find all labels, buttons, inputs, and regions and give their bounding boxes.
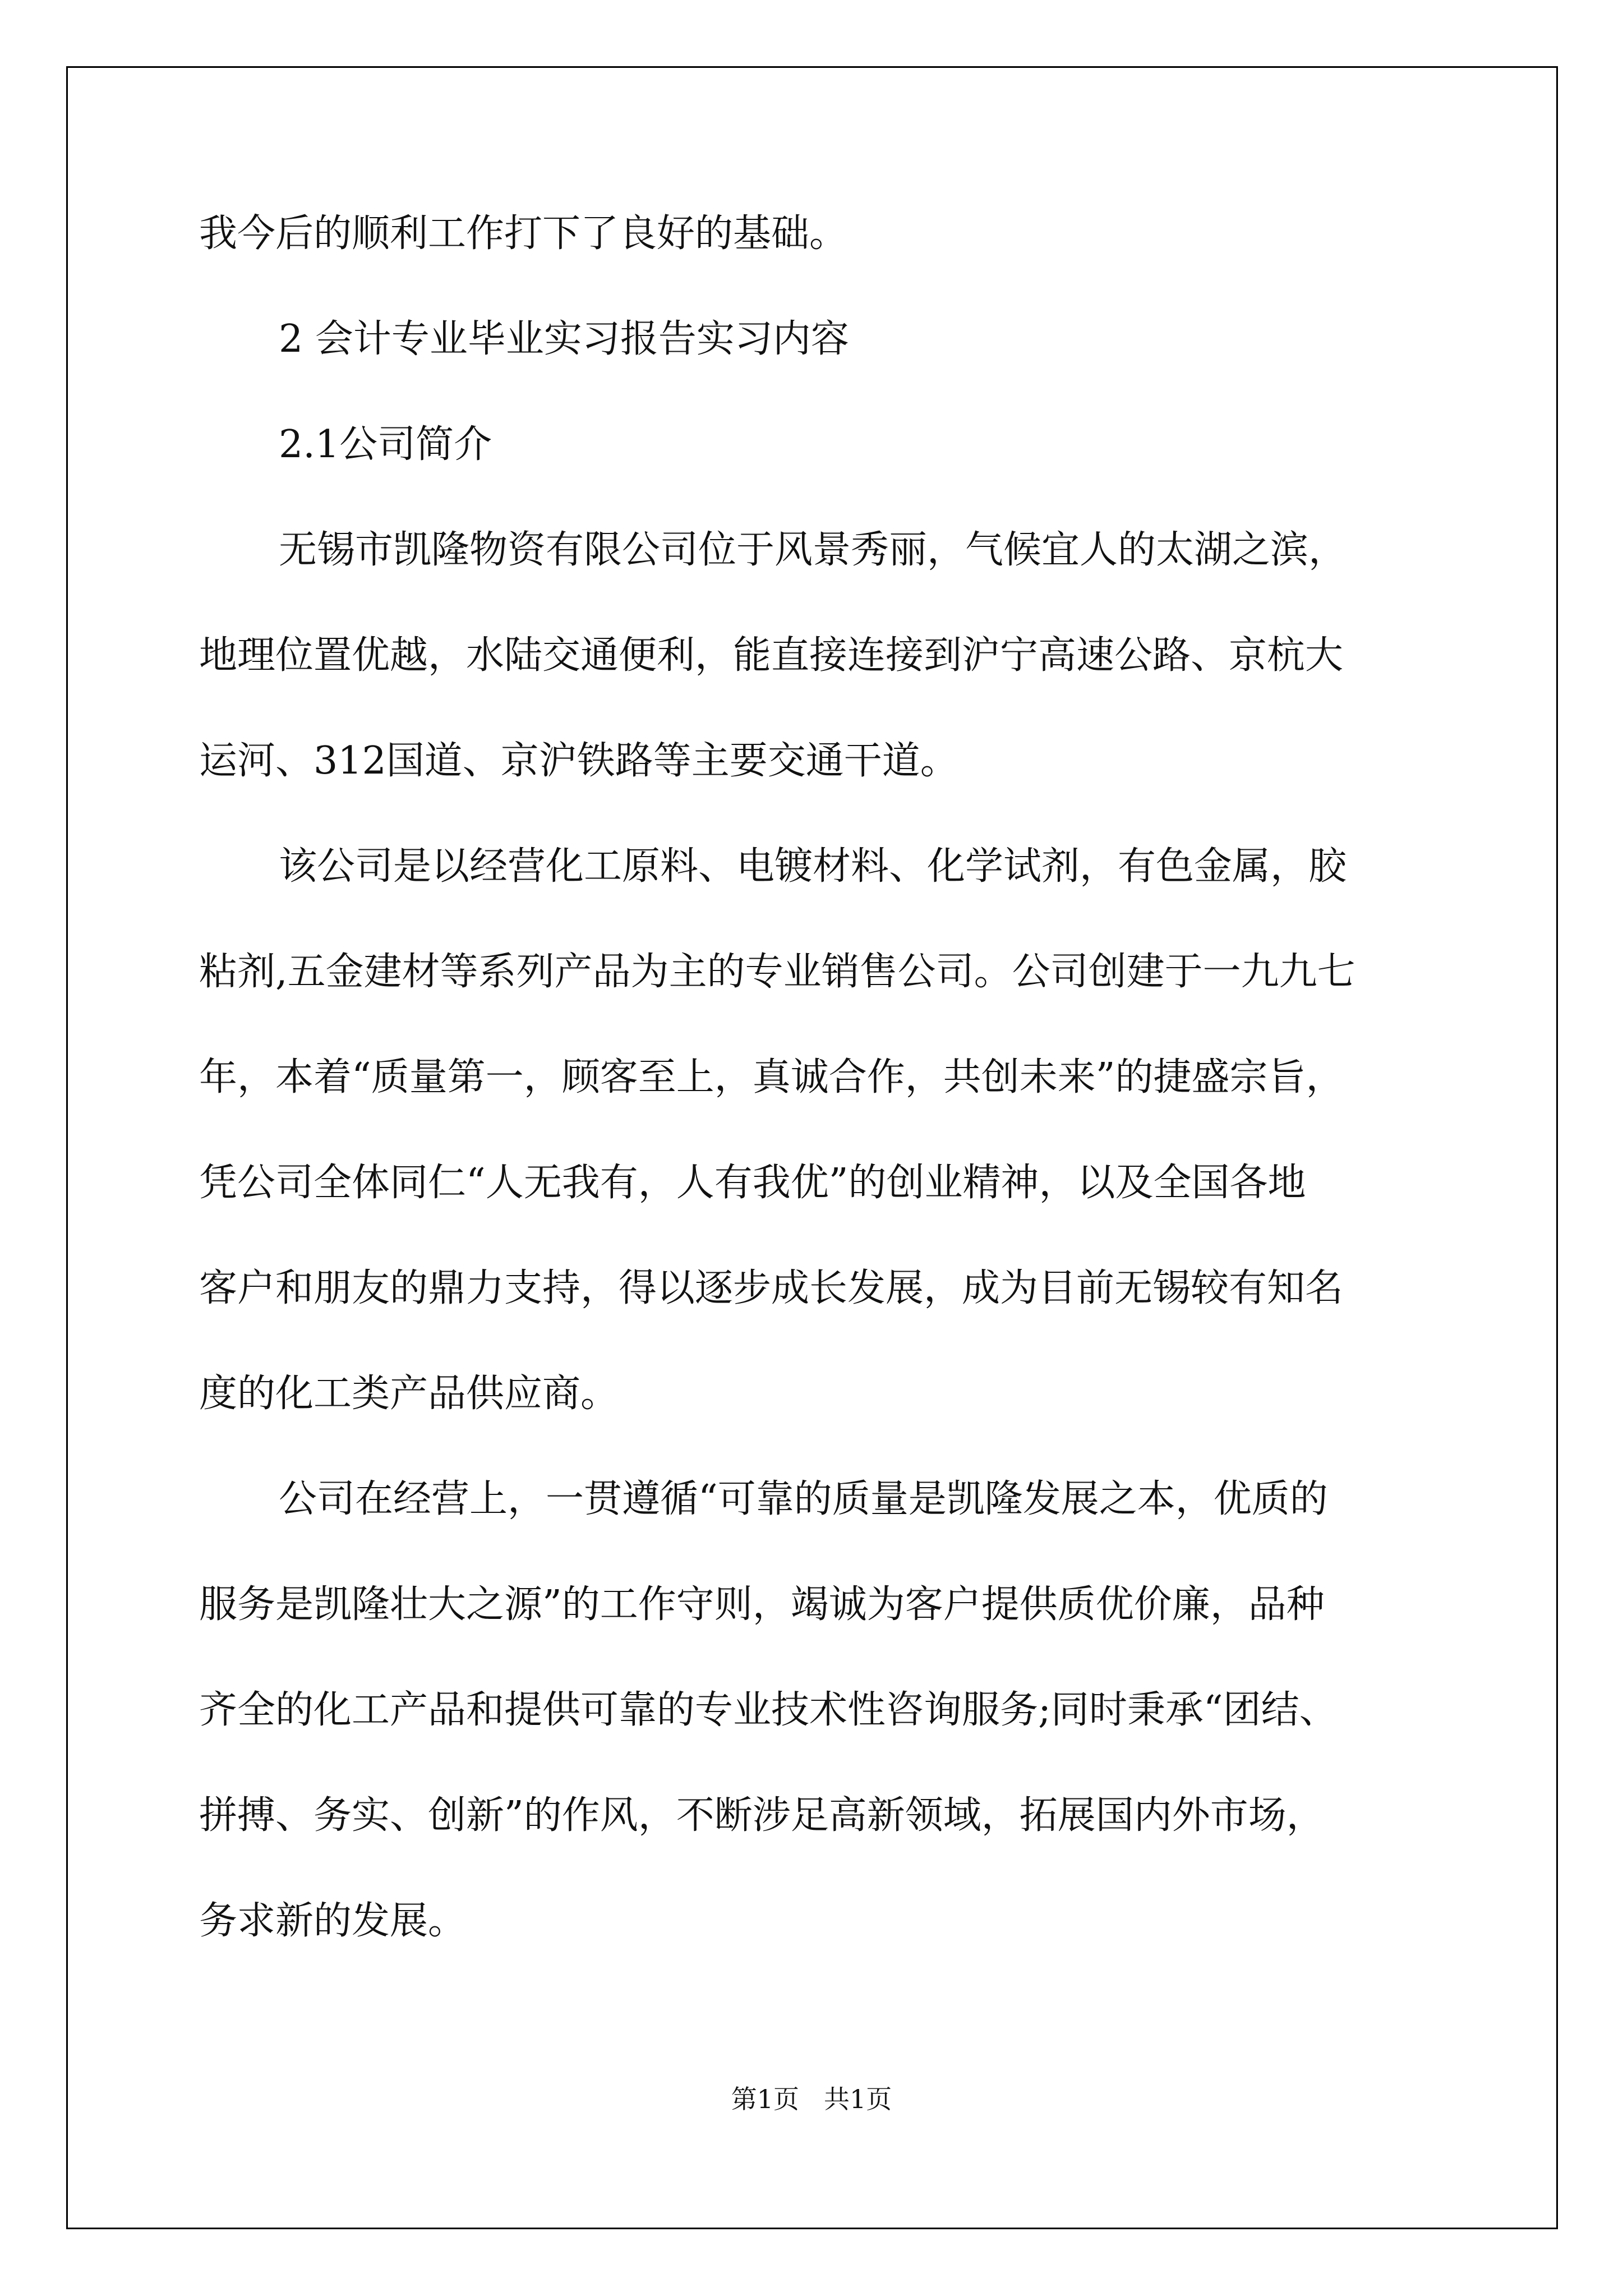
- page-number: 第1页: [731, 2084, 800, 2114]
- text-line: 无锡市凯隆物资有限公司位于风景秀丽，气候宜人的太湖之滨，: [279, 528, 1347, 572]
- text-line: 年，本着“质量第一，顾客至上，真诚合作，共创未来”的捷盛宗旨，: [199, 1055, 1344, 1099]
- text-line: 我今后的顺利工作打下了良好的基础。: [199, 211, 848, 256]
- text-line: 度的化工类产品供应商。: [199, 1372, 619, 1416]
- page-total: 共1页: [823, 2084, 892, 2114]
- text-line: 齐全的化工产品和提供可靠的专业技术性咨询服务;同时秉承“团结、: [199, 1688, 1338, 1732]
- text-line: 该公司是以经营化工原料、电镀材料、化学试剂，有色金属，胶: [279, 844, 1347, 889]
- text-line: 客户和朋友的鼎力支持，得以逐步成长发展，成为目前无锡较有知名: [199, 1266, 1344, 1310]
- paragraph-company-principles: [199, 1469, 1461, 1996]
- text-line: 粘剂,五金建材等系列产品为主的专业销售公司。公司创建于一九九七: [199, 950, 1355, 994]
- paragraph-company-location: [199, 519, 1461, 836]
- text-line: 地理位置优越，水陆交通便利，能直接连接到沪宁高速公路、京杭大: [199, 633, 1344, 678]
- text-line: 拼搏、务实、创新”的作风，不断涉足高新领域，拓展国内外市场，: [199, 1793, 1325, 1838]
- text-line: 公司在经营上，一贯遵循“可靠的质量是凯隆发展之本，优质的: [279, 1477, 1328, 1521]
- paragraph-closing-line: [199, 203, 1461, 309]
- subsection-heading: [199, 414, 1461, 519]
- text-line: 服务是凯隆壮大之源”的工作守则，竭诚为客户提供质优价廉，品种: [199, 1582, 1325, 1627]
- text-line: 务求新的发展。: [199, 1899, 467, 1943]
- text-line: 运河、312国道、京沪铁路等主要交通干道。: [199, 739, 958, 783]
- paragraph-company-business: [199, 836, 1461, 1469]
- section-heading: [199, 309, 1461, 414]
- text-line: 2.1公司简介: [279, 422, 492, 467]
- text-line: 2 会计专业毕业实习报告实习内容: [279, 317, 849, 361]
- document-body: [199, 203, 1461, 1996]
- page-footer: [0, 2079, 1623, 2116]
- text-line: 凭公司全体同仁“人无我有，人有我优”的创业精神，以及全国各地: [199, 1161, 1306, 1205]
